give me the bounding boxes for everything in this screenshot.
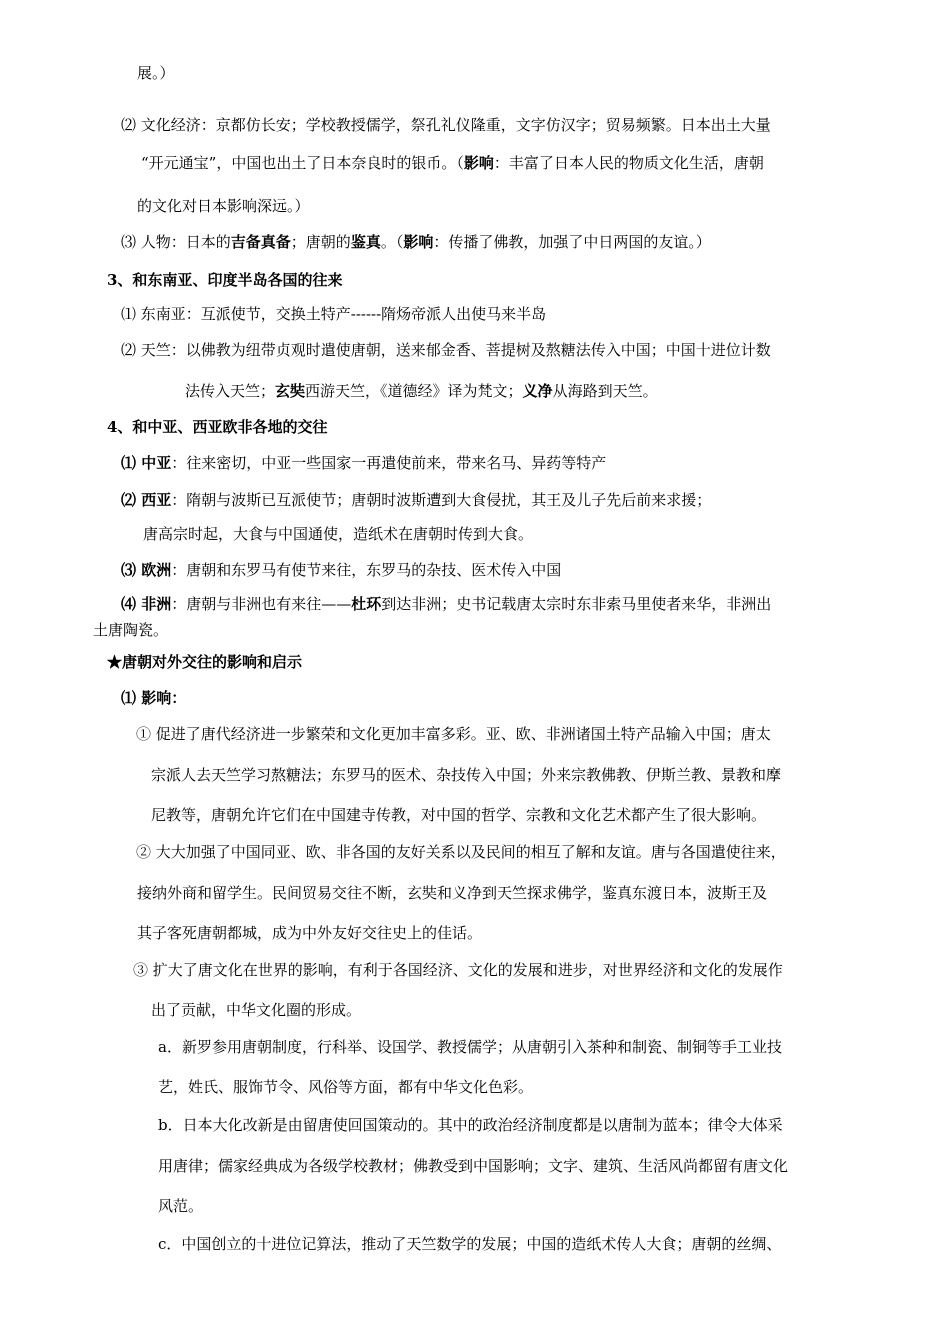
text-line (121, 560, 561, 580)
bold-term: 吉备真备 (230, 233, 291, 251)
text-span: ：隋朝与波斯已互派使节；唐朝时波斯遭到大食侵扰，其王及儿子先后前来求援； (171, 491, 712, 509)
text-line: 宗派人去天竺学习熬糖法；东罗马的医术、杂技传入中国；外来宗教佛教、伊斯兰教、景教和摩 (151, 766, 782, 784)
text-span: “开元通宝”，中国也出土了日本奈良时的银币。（ (141, 154, 464, 172)
text-line: 用唐律；儒家经典成为各级学校教材；佛教受到中国影响；文字、建筑、生活风尚都留有唐文化 (158, 1157, 789, 1175)
bold-term: 杜环 (351, 595, 382, 613)
text-line: a．新罗参用唐朝制度，行科举、设国学、教授儒学；从唐朝引入茶种和制瓷、制铜等手工业技 (158, 1038, 782, 1056)
text-line: b．日本大化改新是由留唐使回国策动的。其中的政治经济制度都是以唐制为蓝本；律令大体采 (158, 1116, 783, 1134)
text-line: ⑵ 天竺：以佛教为纽带贞观时遣使唐朝，送来郁金香、菩提树及熬糖法传入中国；中国十进位计数 (121, 341, 771, 359)
text-line: c．中国创立的十进位记算法，推动了天竺数学的发展；中国的造纸术传人大食；唐朝的丝绸、 (158, 1235, 782, 1253)
text-line: 艺，姓氏、服饰节令、风俗等方面，都有中华文化色彩。 (158, 1078, 534, 1096)
text-span: ；唐朝的 (290, 233, 351, 251)
text-span: ：丰富了日本人民的物质文化生活，唐朝 (493, 154, 764, 172)
bold-term: ⑶ 欧洲 (121, 561, 172, 579)
text-span: ：往来密切，中亚一些国家一再遣使前来，带来名马、异药等特产 (171, 454, 607, 472)
section-heading: 3、和东南亚、印度半岛各国的往来 (107, 271, 343, 289)
text-span: ：唐朝和东罗马有使节来往，东罗马的杂技、医术传入中国 (171, 561, 562, 579)
text-line: 的文化对日本影响深远。） (137, 197, 310, 215)
bold-term: 影响 (463, 154, 494, 172)
text-line (185, 381, 658, 401)
text-span: 从海路到天竺。 (552, 382, 658, 400)
text-span: 西游天竺，《道德经》译为梵文； (305, 382, 523, 400)
text-line (121, 490, 711, 510)
text-line: 其子客死唐朝都城，成为中外友好交往史上的佳话。 (137, 924, 483, 942)
text-line: ① 促进了唐代经济进一步繁荣和文化更加丰富多彩。亚、欧、非洲诸国土特产品输入中国；唐太 (136, 725, 771, 743)
text-line: 土唐陶瓷。 (93, 621, 169, 639)
text-line: ② 大大加强了中国同亚、欧、非各国的友好关系以及民间的相互了解和友谊。唐与各国遣使往来， (136, 843, 786, 861)
text-span: ⑶ 人物：日本的 (121, 233, 231, 251)
text-line (141, 153, 764, 173)
text-span: 法传入天竺； (185, 382, 276, 400)
subsection-heading: ⑴ 影响： (121, 689, 187, 707)
text-line (121, 453, 606, 473)
text-line: ⑵ 文化经济：京都仿长安；学校教授儒学，祭孔礼仪隆重，文字仿汉字；贸易频繁。日本出土大量 (121, 116, 771, 134)
text-line: ⑴ 东南亚：互派使节，交换土特产------隋炀帝派人出使马来半岛 (121, 305, 547, 323)
text-line: 展。） (137, 64, 175, 82)
text-line: 风范。 (158, 1197, 204, 1215)
text-line: 尼教等，唐朝允许它们在中国建寺传教，对中国的哲学、宗教和文化艺术都产生了很大影响。 (151, 806, 767, 824)
text-line: 出了贡献，中华文化圈的形成。 (151, 1001, 362, 1019)
text-span: 到达非洲；史书记载唐太宗时东非索马里使者来华，非洲出 (381, 595, 772, 613)
bold-term: 鉴真 (350, 233, 381, 251)
text-line (121, 232, 711, 252)
bold-term: 影响 (403, 233, 434, 251)
text-line (121, 594, 771, 614)
bold-term: ⑵ 西亚 (121, 491, 172, 509)
bold-term: ⑴ 中亚 (121, 454, 172, 472)
text-span: ：传播了佛教，加强了中日两国的友谊。） (433, 233, 711, 251)
section-heading: 4、和中亚、西亚欧非各地的交往 (107, 418, 328, 436)
text-span: ：唐朝与非洲也有来往—— (171, 595, 352, 613)
bold-term: 义净 (522, 382, 553, 400)
section-heading: ★唐朝对外交往的影响和启示 (107, 653, 303, 671)
bold-term: ⑷ 非洲 (121, 595, 172, 613)
bold-term: 玄奘 (275, 382, 306, 400)
text-line: 唐高宗时起，大食与中国通使，造纸术在唐朝时传到大食。 (143, 525, 534, 543)
text-line: 接纳外商和留学生。民间贸易交往不断，玄奘和义净到天竺探求佛学，鉴真东渡日本，波斯王及 (137, 884, 768, 902)
text-span: 。（ (380, 233, 404, 251)
text-line: ③ 扩大了唐文化在世界的影响，有利于各国经济、文化的发展和进步，对世界经济和文化的发展作 (133, 961, 783, 979)
